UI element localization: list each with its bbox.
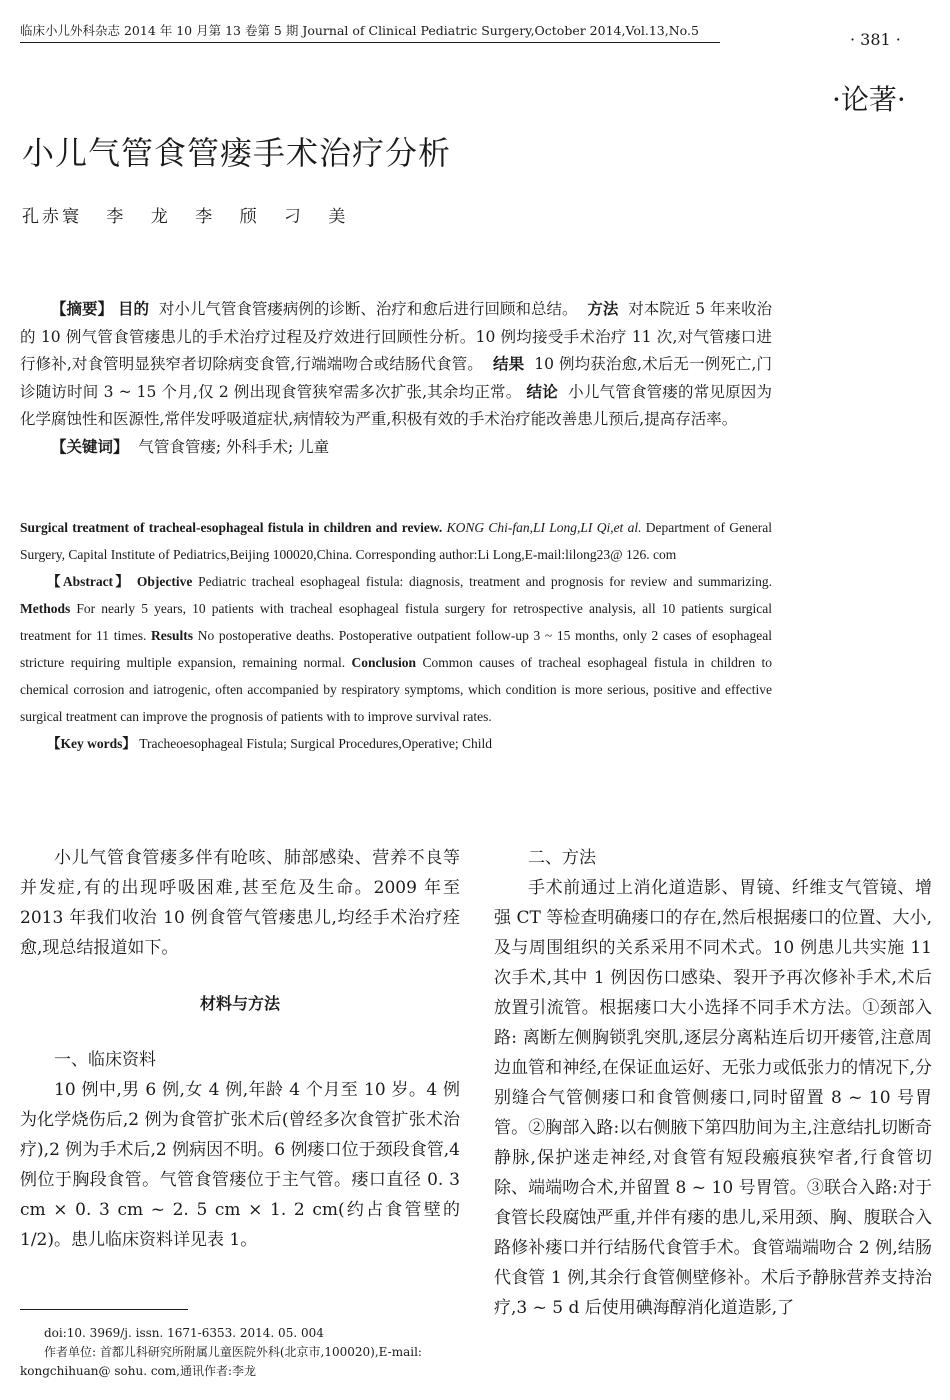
footnote-divider (20, 1309, 188, 1310)
conclusion-label: 结论 (526, 382, 558, 401)
body-column-right (494, 843, 932, 1323)
clinical-data-paragraph: 10 例中,男 6 例,女 4 例,年龄 4 个月至 10 岁。4 例为化学烧伤后,2 例为食管扩张术后(曾经多次食管扩张术治疗),2 例为手术后,2 例病因不明。6 例瘘口位于颈段食管,4 例位于胸段食管。气管食管瘘位于主气管。瘘口直径 0. 3 cm × 0. 3 cm ~ 2. 5 cm × 1. 2 cm(约占食管壁的 1/2)。患儿临床资料详见表 1。 (20, 1080, 460, 1250)
conclusion-text: 小儿气管食管瘘的常见原因为化学腐蚀性和医源性,常伴发呼吸道症状,病情较为严重,积极有效的手术治疗能改善患儿预后,提高存活率。 (20, 382, 772, 428)
doi-note: doi:10. 3969/j. issn. 1671-6353. 2014. 05. 004 (44, 1326, 324, 1340)
objective-label: 目的 (117, 300, 149, 318)
keywords-text: 气管食管瘘; 外科手术; 儿童 (138, 437, 330, 456)
body-column-left (20, 843, 460, 1255)
english-authors: KONG Chi-fan,LI Long,LI Qi,et al. (446, 520, 642, 535)
affiliation-note: 作者单位: 首都儿科研究所附属儿童医院外科(北京市,100020),E-mail: kongchihuan@ sohu. com,通讯作者:李龙 (20, 1345, 422, 1378)
english-results-text: No postoperative deaths. Postoperative outpatient follow-up 3 ~ 15 months, only 2 cases of esophageal stricture requiring multiple expansion, remaining normal. (20, 628, 772, 670)
english-keywords-label: 【Key words】 (47, 736, 136, 751)
subsection-heading-clinical: 一、临床资料 (54, 1050, 156, 1070)
results-text: 10 例均获治愈,术后无一例死亡,门诊随访时间 3 ~ 15 个月,仅 2 例出现食管狭窄需多次扩张,其余均正常。 (20, 355, 773, 401)
english-conclusion-text: Common causes of tracheal esophageal fistula in children to chemical corrosion and iatrogenic, often accompanied by respiratory symptoms, which condition is more serious, positive and effective surgical treatment can improve the prognosis of patients with to improve survival rates. (20, 655, 773, 724)
english-objective-label: Objective (136, 574, 193, 589)
english-keywords-text: Tracheoesophageal Fistula; Surgical Procedures,Operative; Child (139, 736, 493, 751)
english-conclusion-label: Conclusion (351, 655, 417, 670)
english-objective-text: Pediatric tracheal esophageal fistula: diagnosis, treatment and prognosis for review and summarizing. (198, 574, 773, 589)
abstract-label: 【摘要】 (51, 300, 114, 318)
methods-paragraph: 手术前通过上消化道造影、胃镜、纤维支气管镜、增强 CT 等检查明确瘘口的存在,然后根据瘘口的位置、大小,及与周围组织的关系采用不同术式。10 例患儿共实施 11 次手术,其中 1 例因伤口感染、裂开予再次修补手术,术后放置引流管。根据瘘口大小选择不同手术方法。①颈部入路: 离断左侧胸锁乳突肌,逐层分离粘连后切开瘘管,注意周边血管和神经,在保证血运好、无张力或低张力的情况下,分别缝合气管侧瘘口和食管侧瘘口,同时留置 8 ~ 10 号胃管。②胸部入路:以右侧腋下第四肋间为主,注意结扎切断奇静脉,保护迷走神经,对食管有短段瘢痕狭窄者,行食管切除、端端吻合术,并留置 8 ~ 10 号胃管。③联合入路:对于食管长段腐蚀严重,并伴有瘘的患儿,采用颈、胸、腹联合入路修补瘘口并行结肠代食管手术。食管端端吻合 2 例,结肠代食管 1 例,其余行食管侧壁修补。术后予静脉营养支持治疗,3 ~ 5 d 后使用碘海醇消化道造影,了 (494, 878, 932, 1318)
page-number: · 381 · (850, 30, 901, 49)
english-affiliation: Department of General Surgery, Capital Institute of Pediatrics,Beijing 100020,China. Corresponding author:Li Long,E-mail:lilong23@ 126. com (20, 520, 772, 562)
section-label: ·论著· (832, 83, 906, 116)
footnotes (20, 1324, 460, 1381)
methods-label: 方法 (587, 300, 619, 318)
author-list: 孔赤寰 李 龙 李 颀 刁 美 (22, 207, 349, 227)
objective-text: 对小儿气管食管瘘病例的诊断、治疗和愈后进行回顾和总结。 (158, 300, 578, 318)
article-title: 小儿气管食管瘘手术治疗分析 (22, 134, 452, 172)
keywords-label: 【关键词】 (51, 437, 129, 456)
abstract-english (20, 514, 772, 757)
methods-text: 对本院近 5 年来收治的 10 例气管食管瘘患儿的手术治疗过程及疗效进行回顾性分析。10 例均接受手术治疗 11 次,对气管瘘口进行修补,对食管明显狭窄者切除病变食管,行端端吻合或结肠代食管。 (20, 300, 773, 373)
english-abstract-label: 【Abstract】 (47, 574, 132, 589)
results-label: 结果 (492, 355, 525, 373)
running-header: 临床小儿外科杂志 2014 年 10 月第 13 卷第 5 期 Journal of Clinical Pediatric Surgery,October 2014,Vol.13,No.5 (20, 22, 720, 43)
abstract-chinese (20, 296, 772, 461)
intro-paragraph: 小儿气管食管瘘多伴有呛咳、肺部感染、营养不良等并发症,有的出现呼吸困难,甚至危及生命。2009 年至 2013 年我们收治 10 例食管气管瘘患儿,均经手术治疗痊愈,现总结报道如下。 (20, 848, 460, 958)
section-heading: 材料与方法 (199, 994, 280, 1013)
english-title: Surgical treatment of tracheal-esophageal fistula in children and review. (20, 520, 443, 535)
english-methods-label: Methods (20, 601, 71, 616)
english-methods-text: For nearly 5 years, 10 patients with tracheal esophageal fistula surgery for retrospective analysis, all 10 patients surgical treatment for 11 times. (20, 601, 772, 643)
subsection-heading-methods: 二、方法 (528, 848, 596, 868)
english-results-label: Results (151, 628, 194, 643)
